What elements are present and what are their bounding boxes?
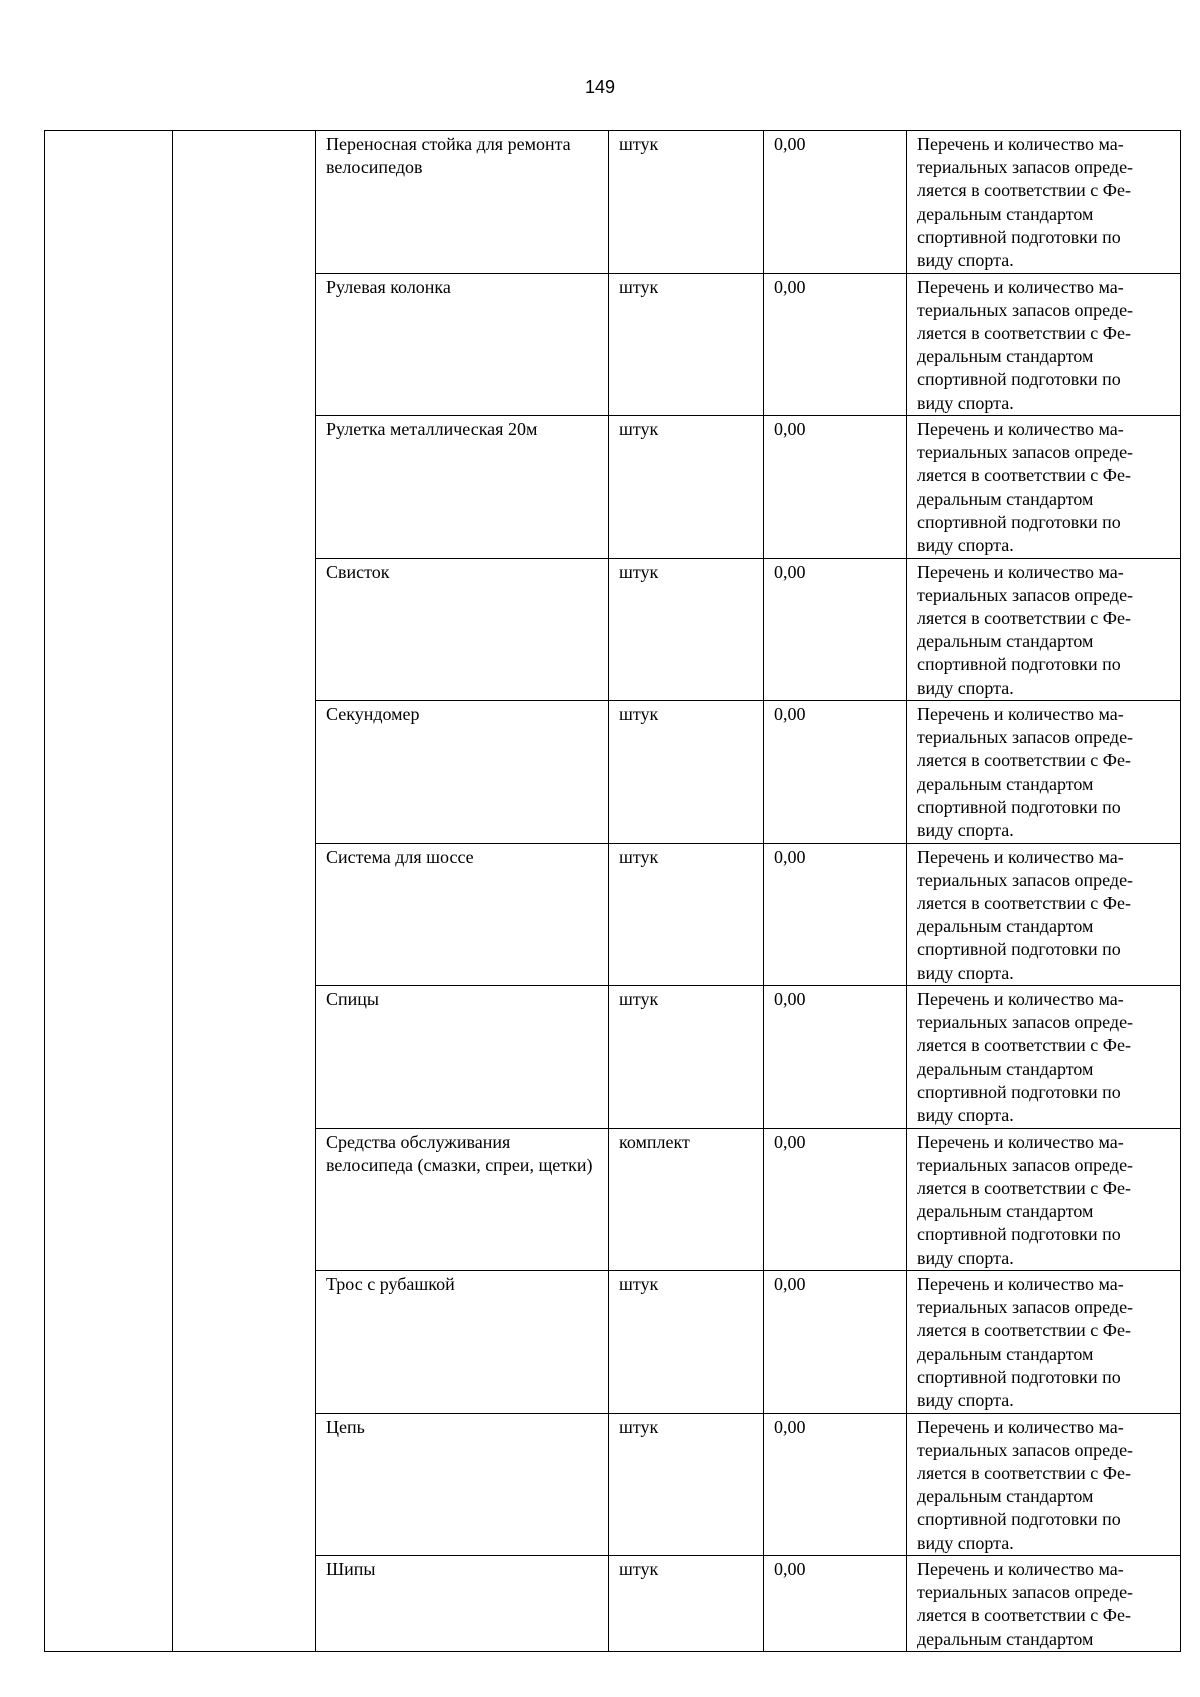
item-name-cell: Рулетка металлическая 20м	[316, 416, 609, 559]
value-cell: 0,00	[764, 1556, 907, 1652]
item-name-cell: Переносная стойка для ремонта велосипедов	[316, 131, 609, 274]
materials-table	[44, 130, 1181, 1652]
note-cell: Перечень и количество ма- териальных запасов опреде- ляется в соответствии с Фе- деральным стандартом	[907, 1556, 1181, 1652]
value-cell: 0,00	[764, 273, 907, 416]
value-cell: 0,00	[764, 558, 907, 701]
value-cell: 0,00	[764, 1413, 907, 1556]
unit-cell: штук	[609, 986, 764, 1129]
unit-cell: штук	[609, 273, 764, 416]
unit-cell: штук	[609, 1413, 764, 1556]
page-number: 149	[584, 77, 616, 97]
table-row	[45, 131, 1181, 274]
item-name-cell: Шипы	[316, 1556, 609, 1652]
value-cell: 0,00	[764, 1128, 907, 1271]
value-cell: 0,00	[764, 701, 907, 844]
item-name-cell: Рулевая колонка	[316, 273, 609, 416]
note-cell: Перечень и количество ма- териальных запасов опреде- ляется в соответствии с Фе- деральным стандартом спортивной подготовки по виду спорта.	[907, 416, 1181, 559]
note-cell: Перечень и количество ма- териальных запасов опреде- ляется в соответствии с Фе- деральным стандартом спортивной подготовки по виду спорта.	[907, 131, 1181, 274]
value-cell: 0,00	[764, 986, 907, 1129]
unit-cell: комплект	[609, 1128, 764, 1271]
note-cell: Перечень и количество ма- териальных запасов опреде- ляется в соответствии с Фе- деральным стандартом спортивной подготовки по виду спорта.	[907, 986, 1181, 1129]
item-name-cell: Спицы	[316, 986, 609, 1129]
note-cell: Перечень и количество ма- териальных запасов опреде- ляется в соответствии с Фе- деральным стандартом спортивной подготовки по виду спорта.	[907, 843, 1181, 986]
item-name-cell: Секундомер	[316, 701, 609, 844]
unit-cell: штук	[609, 131, 764, 274]
unit-cell: штук	[609, 558, 764, 701]
value-cell: 0,00	[764, 131, 907, 274]
value-cell: 0,00	[764, 1271, 907, 1414]
value-cell: 0,00	[764, 843, 907, 986]
note-cell: Перечень и количество ма- териальных запасов опреде- ляется в соответствии с Фе- деральным стандартом спортивной подготовки по виду спорта.	[907, 1128, 1181, 1271]
unit-cell: штук	[609, 416, 764, 559]
item-name-cell: Свисток	[316, 558, 609, 701]
item-name-cell: Система для шоссе	[316, 843, 609, 986]
unit-cell: штук	[609, 701, 764, 844]
unit-cell: штук	[609, 1271, 764, 1414]
item-name-cell: Средства обслуживания велосипеда (смазки, спреи, щетки)	[316, 1128, 609, 1271]
merged-column-1	[45, 131, 173, 1652]
unit-cell: штук	[609, 1556, 764, 1652]
merged-column-2	[173, 131, 316, 1652]
note-cell: Перечень и количество ма- териальных запасов опреде- ляется в соответствии с Фе- деральным стандартом спортивной подготовки по виду спорта.	[907, 558, 1181, 701]
unit-cell: штук	[609, 843, 764, 986]
note-cell: Перечень и количество ма- териальных запасов опреде- ляется в соответствии с Фе- деральным стандартом спортивной подготовки по виду спорта.	[907, 1271, 1181, 1414]
item-name-cell: Трос с рубашкой	[316, 1271, 609, 1414]
note-cell: Перечень и количество ма- териальных запасов опреде- ляется в соответствии с Фе- деральным стандартом спортивной подготовки по виду спорта.	[907, 1413, 1181, 1556]
note-cell: Перечень и количество ма- териальных запасов опреде- ляется в соответствии с Фе- деральным стандартом спортивной подготовки по виду спорта.	[907, 273, 1181, 416]
note-cell: Перечень и количество ма- териальных запасов опреде- ляется в соответствии с Фе- деральным стандартом спортивной подготовки по виду спорта.	[907, 701, 1181, 844]
item-name-cell: Цепь	[316, 1413, 609, 1556]
value-cell: 0,00	[764, 416, 907, 559]
